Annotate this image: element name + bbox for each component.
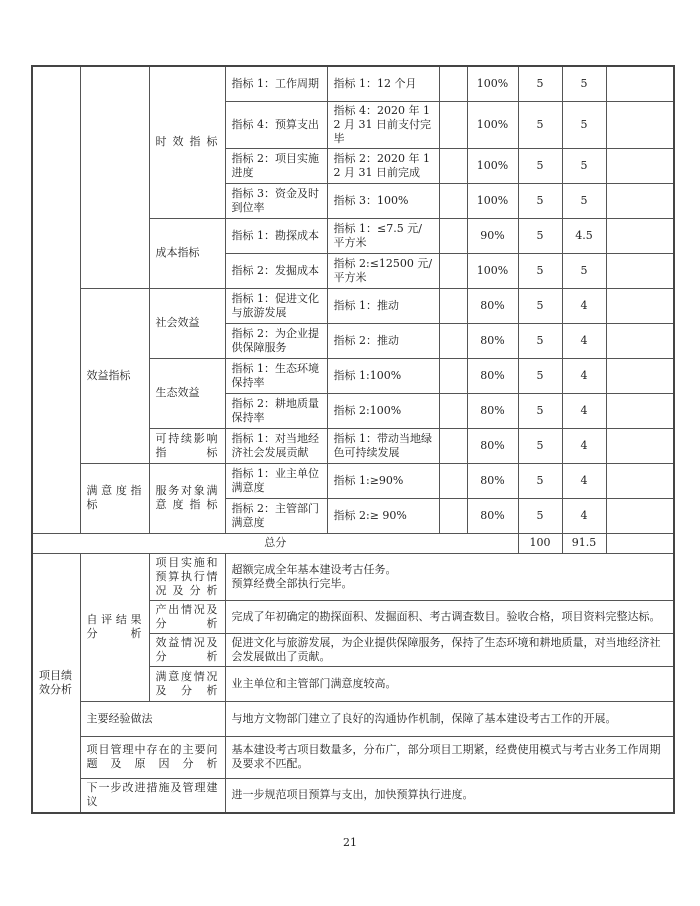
cell-empty — [439, 358, 467, 393]
weight-value: 5 — [518, 323, 562, 358]
indicator-target: 指标 1：推动 — [327, 288, 439, 323]
indicator-name: 指标 1：对当地经济社会发展贡献 — [225, 428, 327, 463]
score-value: 5 — [562, 183, 606, 218]
score-value: 4 — [562, 498, 606, 533]
analysis-item-text: 完成了年初确定的勘探面积、发掘面积、考古调查数目。验收合格，项目资料完整达标。 — [225, 600, 674, 633]
completion-value: 100% — [467, 101, 518, 148]
weight-value: 5 — [518, 218, 562, 253]
category-label: 社会效益 — [149, 288, 225, 358]
level1-label: 满意度指标 — [80, 463, 149, 533]
indicator-target: 指标 2：2020 年 12 月 31 日前完成 — [327, 148, 439, 183]
weight-value: 5 — [518, 183, 562, 218]
remark-cell — [606, 323, 674, 358]
total-score: 91.5 — [562, 533, 606, 553]
weight-value: 5 — [518, 463, 562, 498]
remark-cell — [606, 428, 674, 463]
score-value: 4 — [562, 463, 606, 498]
completion-value: 80% — [467, 288, 518, 323]
problems-row — [32, 736, 674, 778]
indicator-name: 指标 4：预算支出 — [225, 101, 327, 148]
indicator-target: 指标 1：≤7.5 元/平方米 — [327, 218, 439, 253]
indicator-target: 指标 2：推动 — [327, 323, 439, 358]
completion-value: 100% — [467, 253, 518, 288]
weight-value: 5 — [518, 148, 562, 183]
remark-cell — [606, 148, 674, 183]
indicator-name: 指标 1：业主单位满意度 — [225, 463, 327, 498]
experience-label: 主要经验做法 — [80, 701, 225, 736]
indicator-target: 指标 2:≥ 90% — [327, 498, 439, 533]
indicator-name: 指标 2：发掘成本 — [225, 253, 327, 288]
indicator-target: 指标 2:≤12500 元/平方米 — [327, 253, 439, 288]
score-value: 4 — [562, 288, 606, 323]
self-eval-label: 自评结果分析 — [80, 553, 149, 701]
indicator-name: 指标 1：促进文化与旅游发展 — [225, 288, 327, 323]
next-steps-row — [32, 778, 674, 813]
cell-empty — [439, 253, 467, 288]
score-value: 4 — [562, 428, 606, 463]
weight-value: 5 — [518, 253, 562, 288]
indicator-target: 指标 1：12 个月 — [327, 66, 439, 101]
category-label: 时效指标 — [149, 66, 225, 218]
cell-empty — [439, 463, 467, 498]
analysis-section-label: 项目绩效分析 — [32, 553, 80, 813]
analysis-item-text: 业主单位和主管部门满意度较高。 — [225, 666, 674, 701]
analysis-item-text: 超额完成全年基本建设考古任务。 预算经费全部执行完毕。 — [225, 553, 674, 600]
total-weight: 100 — [518, 533, 562, 553]
remark-cell — [606, 183, 674, 218]
indicator-target: 指标 1:100% — [327, 358, 439, 393]
level1-label: 效益指标 — [80, 288, 149, 463]
analysis-item-label: 效益情况及分析 — [149, 633, 225, 666]
score-value: 4.5 — [562, 218, 606, 253]
page-number: 21 — [343, 836, 357, 849]
next-steps-label: 下一步改进措施及管理建议 — [80, 778, 225, 813]
completion-value: 80% — [467, 428, 518, 463]
table-row — [32, 288, 674, 323]
indicator-name: 指标 2：耕地质量保持率 — [225, 393, 327, 428]
weight-value: 5 — [518, 288, 562, 323]
cell-empty — [439, 428, 467, 463]
indicator-name: 指标 1：勘探成本 — [225, 218, 327, 253]
cell-empty — [439, 148, 467, 183]
analysis-item-label: 项目实施和预算执行情况及分析 — [149, 553, 225, 600]
analysis-item-label: 产出情况及分析 — [149, 600, 225, 633]
weight-value: 5 — [518, 428, 562, 463]
cell-empty — [439, 498, 467, 533]
category-label: 可持续影响指标 — [149, 428, 225, 463]
completion-value: 100% — [467, 66, 518, 101]
completion-value: 100% — [467, 148, 518, 183]
weight-value: 5 — [518, 66, 562, 101]
indicator-target: 指标 2:100% — [327, 393, 439, 428]
performance-table — [31, 65, 675, 814]
analysis-item-text: 促进文化与旅游发展，为企业提供保障服务，保持了生态环境和耕地质量，对当地经济社会发展做出了贡献。 — [225, 633, 674, 666]
score-value: 5 — [562, 148, 606, 183]
indicator-target: 指标 3：100% — [327, 183, 439, 218]
cell-empty — [439, 66, 467, 101]
completion-value: 90% — [467, 218, 518, 253]
cell-blank-level1 — [80, 66, 149, 288]
remark-cell — [606, 463, 674, 498]
completion-value: 80% — [467, 358, 518, 393]
next-steps-text: 进一步规范项目预算与支出，加快预算执行进度。 — [225, 778, 674, 813]
remark-cell — [606, 533, 674, 553]
weight-value: 5 — [518, 393, 562, 428]
cell-empty — [439, 393, 467, 428]
cell-empty — [439, 323, 467, 358]
indicator-name: 指标 1：工作周期 — [225, 66, 327, 101]
score-value: 5 — [562, 253, 606, 288]
score-value: 5 — [562, 66, 606, 101]
total-label: 总分 — [32, 533, 518, 553]
cell-empty — [439, 183, 467, 218]
completion-value: 80% — [467, 393, 518, 428]
weight-value: 5 — [518, 358, 562, 393]
category-label: 服务对象满意度指标 — [149, 463, 225, 533]
remark-cell — [606, 66, 674, 101]
remark-cell — [606, 498, 674, 533]
score-value: 4 — [562, 323, 606, 358]
problems-label: 项目管理中存在的主要问题及原因分析 — [80, 736, 225, 778]
indicator-name: 指标 2：主管部门满意度 — [225, 498, 327, 533]
completion-value: 80% — [467, 323, 518, 358]
score-value: 4 — [562, 358, 606, 393]
cell-blank-outer — [32, 66, 80, 533]
indicator-name: 指标 2：为企业提供保障服务 — [225, 323, 327, 358]
weight-value: 5 — [518, 498, 562, 533]
analysis-row — [32, 553, 674, 600]
remark-cell — [606, 218, 674, 253]
table-row — [32, 463, 674, 498]
total-row — [32, 533, 674, 553]
indicator-name: 指标 1：生态环境保持率 — [225, 358, 327, 393]
cell-empty — [439, 101, 467, 148]
cell-empty — [439, 218, 467, 253]
table-row — [32, 66, 674, 101]
score-value: 5 — [562, 101, 606, 148]
remark-cell — [606, 358, 674, 393]
experience-row — [32, 701, 674, 736]
indicator-name: 指标 2：项目实施进度 — [225, 148, 327, 183]
cell-empty — [439, 288, 467, 323]
remark-cell — [606, 101, 674, 148]
category-label: 成本指标 — [149, 218, 225, 288]
indicator-target: 指标 4：2020 年 12 月 31 日前支付完毕 — [327, 101, 439, 148]
completion-value: 100% — [467, 183, 518, 218]
score-value: 4 — [562, 393, 606, 428]
weight-value: 5 — [518, 101, 562, 148]
remark-cell — [606, 253, 674, 288]
indicator-target: 指标 1:≥90% — [327, 463, 439, 498]
experience-text: 与地方文物部门建立了良好的沟通协作机制，保障了基本建设考古工作的开展。 — [225, 701, 674, 736]
problems-text: 基本建设考古项目数量多，分布广，部分项目工期紧，经费使用模式与考古业务工作周期及要求不匹配。 — [225, 736, 674, 778]
indicator-name: 指标 3：资金及时到位率 — [225, 183, 327, 218]
analysis-item-label: 满意度情况及分析 — [149, 666, 225, 701]
remark-cell — [606, 393, 674, 428]
category-label: 生态效益 — [149, 358, 225, 428]
remark-cell — [606, 288, 674, 323]
completion-value: 80% — [467, 498, 518, 533]
indicator-target: 指标 1：带动当地绿色可持续发展 — [327, 428, 439, 463]
completion-value: 80% — [467, 463, 518, 498]
